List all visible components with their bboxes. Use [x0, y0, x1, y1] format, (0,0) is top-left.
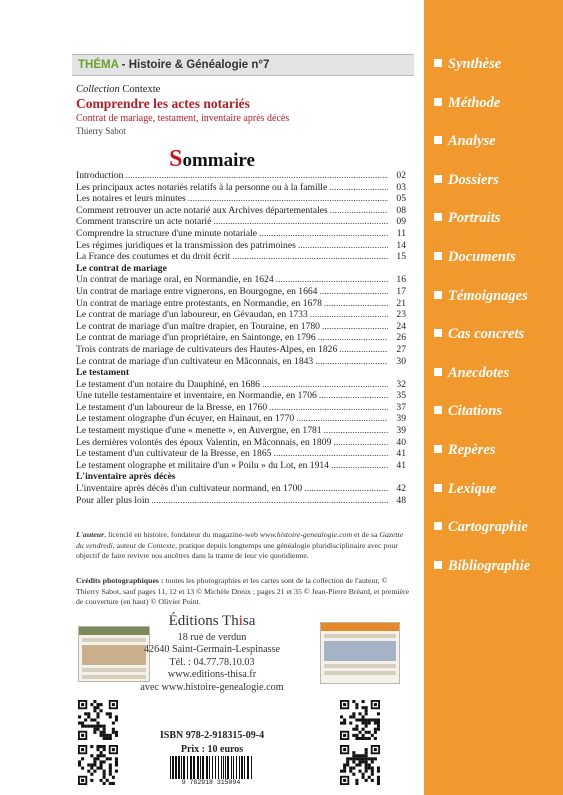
toc-leader-dots [269, 402, 388, 414]
sidebar-item-label: Citations [448, 403, 502, 420]
collection-line [76, 84, 160, 95]
sidebar-item [434, 208, 562, 247]
address-line: Tél. : 04.77.78.10.03 [169, 656, 255, 668]
toc-entry-title: Pour aller plus loin [76, 494, 150, 506]
toc-entry [76, 448, 406, 460]
publisher-name [0, 613, 424, 630]
toc-leader-dots [232, 251, 388, 263]
square-bullet-icon [434, 291, 442, 299]
toc-entry-page: 32 [396, 378, 406, 390]
toc-leader-dots [262, 379, 388, 391]
bio-contexte: Contexte [147, 540, 176, 550]
toc-leader-dots [276, 274, 388, 286]
square-bullet-icon [434, 368, 442, 376]
toc-leader-dots [331, 460, 388, 472]
toc-entry [76, 193, 406, 205]
toc-entry-title: Un contrat de mariage entre vignerons, en Bourgogne, en 1664 [76, 285, 318, 297]
sidebar-item-label: Bibliographie [448, 557, 531, 574]
toc-entry [76, 413, 406, 425]
toc-entry [76, 182, 406, 194]
sidebar-item [434, 517, 562, 556]
toc-group-testament [76, 379, 406, 472]
toc-entry-title: Comprendre la structure d'une minute notariale [76, 227, 258, 239]
toc-entry [76, 274, 406, 286]
toc-section-heading: L'inventaire après décès [76, 471, 176, 483]
credits-lead: Crédits photographiques : [76, 576, 164, 585]
toc-leader-dots [315, 356, 388, 368]
toc-entry [76, 332, 406, 344]
isbn: ISBN 978-2-918315-09-4 [159, 730, 265, 741]
toc-leader-dots [304, 483, 388, 495]
toc-entry-title: Une tutelle testamentaire et inventaire, en Normandie, en 1706 [76, 390, 317, 402]
toc-entry [76, 402, 406, 414]
toc-entry-page: 42 [396, 483, 406, 495]
sidebar-item [434, 54, 562, 93]
square-bullet-icon [434, 136, 442, 144]
toc-entry [76, 495, 406, 507]
toc-leader-dots [296, 413, 388, 425]
toc-entry-title: Le contrat de mariage d'un maître drapier, en Touraine, en 1780 [76, 320, 320, 332]
toc-entry-page: 23 [396, 309, 406, 321]
square-bullet-icon [434, 329, 442, 337]
toc-entry [76, 321, 406, 333]
sidebar-item-label: Repères [448, 441, 496, 458]
toc-entry-page: 11 [396, 227, 406, 239]
toc-group-inventaire [76, 483, 406, 506]
address-line: 18 rue de verdun [177, 632, 247, 643]
book-title: Comprendre les actes notariés [76, 96, 250, 111]
toc-entry-page: 24 [396, 320, 406, 332]
toc-entry-page: 30 [396, 355, 406, 367]
toc-entry-title: Le contrat de mariage d'un propriétaire, en Saintonge, en 1796 [76, 332, 316, 344]
toc-leader-dots [188, 193, 388, 205]
sidebar-item-label: Méthode [448, 94, 501, 111]
sidebar-item-label: Synthèse [448, 56, 502, 72]
square-bullet-icon [434, 406, 442, 414]
toc-entry-title: Le testament d'un cultivateur de la Bresse, en 1865 [76, 448, 272, 460]
toc-entry-page: 05 [396, 193, 406, 205]
publisher-name-part: Éditions Th [168, 613, 239, 629]
square-bullet-icon [434, 484, 442, 492]
bio-text: et de sa [352, 530, 380, 539]
sidebar-item-label: Témoignages [448, 287, 528, 304]
toc-entry-title: Les dernières volontés des époux Valentin, en Mâconnais, en 1809 [76, 436, 332, 448]
toc-entry-page: 39 [396, 425, 406, 437]
toc-entry-title: Les notaires et leurs minutes [76, 193, 186, 205]
sidebar-item [434, 556, 562, 595]
toc-entry-page: 27 [396, 343, 406, 355]
toc-entry-title: Le testament mystique d'une « menette », en Auvergne, en 1781 [76, 425, 322, 437]
sidebar-list [434, 54, 562, 594]
address-line: 42640 Saint-Germain-Lespinasse [143, 644, 281, 656]
toc-entry [76, 240, 406, 252]
thema-label: THÉMA [78, 59, 119, 71]
toc-entry-page: 16 [396, 274, 406, 286]
address-line: www.editions-thisa.fr [167, 669, 257, 681]
toc-leader-dots [298, 240, 388, 252]
toc-entry-title: L'inventaire après décès d'un cultivateur normand, en 1700 [76, 483, 303, 495]
toc-entry-title: Le contrat de mariage d'un cultivateur en Mâconnais, en 1843 [76, 355, 314, 367]
sommaire-heading [0, 146, 424, 173]
toc-entry [76, 437, 406, 449]
bio-text: , licencié en histoire, fondateur du magazine-web [104, 530, 260, 539]
toc-entry [76, 483, 406, 495]
sidebar-item [434, 131, 562, 170]
toc-entry-title: La France des coutumes et du droit écrit [76, 251, 231, 263]
book-author: Thierry Sabot [76, 126, 126, 136]
toc-entry [76, 460, 406, 472]
square-bullet-icon [434, 561, 442, 569]
toc-entry [76, 425, 406, 437]
sidebar-item-label: Portraits [448, 210, 501, 227]
toc-entry-page: 39 [396, 413, 406, 425]
toc-entry-page: 41 [396, 459, 406, 471]
photo-credits [76, 576, 412, 608]
sidebar-item [434, 247, 562, 286]
sidebar-item-label: Documents [448, 248, 516, 265]
toc-leader-dots [324, 298, 388, 310]
toc-entry-title: Comment transcrire un acte notarié [76, 216, 212, 228]
toc-leader-dots [329, 182, 388, 194]
toc-leader-dots [319, 390, 388, 402]
barcode-number: 9 782918 315094 [166, 779, 256, 786]
toc-leader-dots [310, 309, 388, 321]
toc-leader-dots [213, 216, 388, 228]
toc-entry-page: 14 [396, 239, 406, 251]
collection-name: Contexte [122, 84, 161, 95]
toc-leader-dots [330, 205, 388, 217]
toc-leader-dots [324, 425, 388, 437]
toc-entry-title: Les régimes juridiques et la transmission des patrimoines [76, 239, 296, 251]
toc-entry-title: Le testament d'un laboureur de la Bresse, en 1760 [76, 401, 268, 413]
sidebar-item [434, 286, 562, 325]
toc-entry [76, 205, 406, 217]
square-bullet-icon [434, 59, 442, 67]
toc-entry [76, 216, 406, 228]
bio-text: , auteur de [112, 540, 148, 550]
bio-text: , pratique depuis longtemps une généalogie pluridisciplinaire avec pour objectif de faire revivre nos ancêtres dans la trame de leur vie quotidienne. [76, 540, 398, 561]
sommaire-initial: S [169, 146, 183, 172]
toc-entry-page: 15 [396, 251, 406, 263]
toc-section-heading: Le contrat de mariage [76, 262, 167, 274]
toc-leader-dots [151, 495, 388, 507]
collection-prefix: Collection [76, 84, 120, 95]
toc-leader-dots [333, 437, 388, 449]
toc-leader-dots [322, 321, 388, 333]
toc-entry-page: 40 [396, 436, 406, 448]
right-sidebar [424, 0, 563, 795]
sidebar-item [434, 479, 562, 518]
toc-entry-title: Les principaux actes notariés relatifs à la personne ou à la famille [76, 181, 328, 193]
square-bullet-icon [434, 252, 442, 260]
toc-entry-page: 41 [396, 448, 406, 460]
toc-entry-page: 37 [396, 401, 406, 413]
square-bullet-icon [434, 445, 442, 453]
bio-site: www.histoire-genealogie.com [259, 530, 353, 539]
toc-entry-page: 02 [396, 170, 406, 181]
toc-entry-title: Le testament olographe et militaire d'un « Poilu » du Lot, en 1914 [76, 459, 329, 471]
toc-group-intro [76, 170, 406, 263]
toc-entry-page: 08 [396, 204, 406, 216]
toc-leader-dots [259, 228, 388, 240]
sidebar-item-label: Anecdotes [448, 364, 510, 381]
bio-lead: L'auteur [76, 530, 105, 539]
toc-entry [76, 251, 406, 263]
square-bullet-icon [434, 98, 442, 106]
toc-entry-title: Un contrat de mariage entre protestants, en Normandie, en 1678 [76, 297, 322, 309]
toc-leader-dots [318, 332, 388, 344]
toc-entry [76, 309, 406, 321]
barcode [166, 756, 256, 788]
toc-entry [76, 356, 406, 368]
toc-group-contrat [76, 274, 406, 367]
publisher-name-part: sa [242, 613, 256, 629]
toc-entry-page: 26 [396, 332, 406, 344]
sidebar-item [434, 93, 562, 132]
toc-entry-title: Trois contrats de mariage de cultivateurs des Hautes-Alpes, en 1826 [76, 343, 338, 355]
credits-text: toutes les photographies et les cartes sont de la collection de l'auteur, © Thierry Sabot, sauf pages 11, 12 et 13 © Michèle Dreux ; pages 21 et 35 © Jean-Pierre Bréard, et première de couverture (en haut) © Olivier Point. [76, 576, 410, 607]
toc-entry-page: 17 [396, 285, 406, 297]
toc-entry-page: 48 [396, 494, 406, 506]
square-bullet-icon [434, 175, 442, 183]
toc-entry-title: Comment retrouver un acte notarié aux Archives départementales [76, 204, 328, 216]
toc-entry [76, 390, 406, 402]
toc-entry [76, 228, 406, 240]
sidebar-item-label: Lexique [448, 480, 497, 497]
bio-gazette: Gazette du vendredi [76, 530, 404, 550]
table-of-contents [76, 170, 406, 506]
toc-entry [76, 344, 406, 356]
toc-entry [76, 298, 406, 310]
toc-entry [76, 286, 406, 298]
sidebar-item [434, 440, 562, 479]
square-bullet-icon [434, 213, 442, 221]
publisher-name-mark: i [238, 613, 243, 629]
toc-leader-dots [319, 286, 388, 298]
square-bullet-icon [434, 522, 442, 530]
toc-entry-title: Le testament olographe d'un écuyer, en Hainaut, en 1770 [76, 413, 295, 425]
series-banner [72, 54, 414, 76]
book-subtitle: Contrat de mariage, testament, inventaire après décès [76, 113, 290, 124]
sidebar-item [434, 363, 562, 402]
sidebar-item-label: Cas concrets [448, 326, 525, 343]
sidebar-item-label: Cartographie [448, 519, 528, 536]
toc-section-heading: Le testament [76, 367, 130, 379]
address-line: avec www.histoire-genealogie.com [140, 681, 284, 693]
toc-entry-page: 03 [396, 181, 406, 193]
toc-entry-title: Un contrat de mariage oral, en Normandie, en 1624 [76, 274, 274, 286]
publisher-address [0, 632, 424, 694]
toc-leader-dots [339, 344, 388, 356]
toc-entry-page: 09 [396, 216, 406, 228]
toc-entry-title: Le contrat de mariage d'un laboureur, en Gévaudan, en 1733 [76, 309, 308, 321]
sommaire-rest: ommaire [182, 150, 255, 171]
toc-entry [76, 379, 406, 391]
sidebar-item [434, 170, 562, 209]
toc-entry-page: 35 [396, 390, 406, 402]
toc-entry [76, 170, 406, 182]
toc-entry-title: Introduction [76, 170, 124, 181]
sidebar-item [434, 324, 562, 363]
toc-leader-dots [273, 448, 388, 460]
price: Prix : 10 euros [180, 744, 244, 755]
toc-entry-title: Le testament d'un notaire du Dauphiné, en 1686 [76, 378, 260, 390]
sidebar-item-label: Dossiers [448, 171, 499, 188]
sidebar-item-label: Analyse [448, 133, 496, 150]
toc-leader-dots [125, 170, 388, 182]
toc-entry-page: 21 [396, 297, 406, 309]
sidebar-item [434, 401, 562, 440]
author-bio [76, 530, 412, 562]
series-label: - Histoire & Généalogie n°7 [118, 59, 270, 71]
